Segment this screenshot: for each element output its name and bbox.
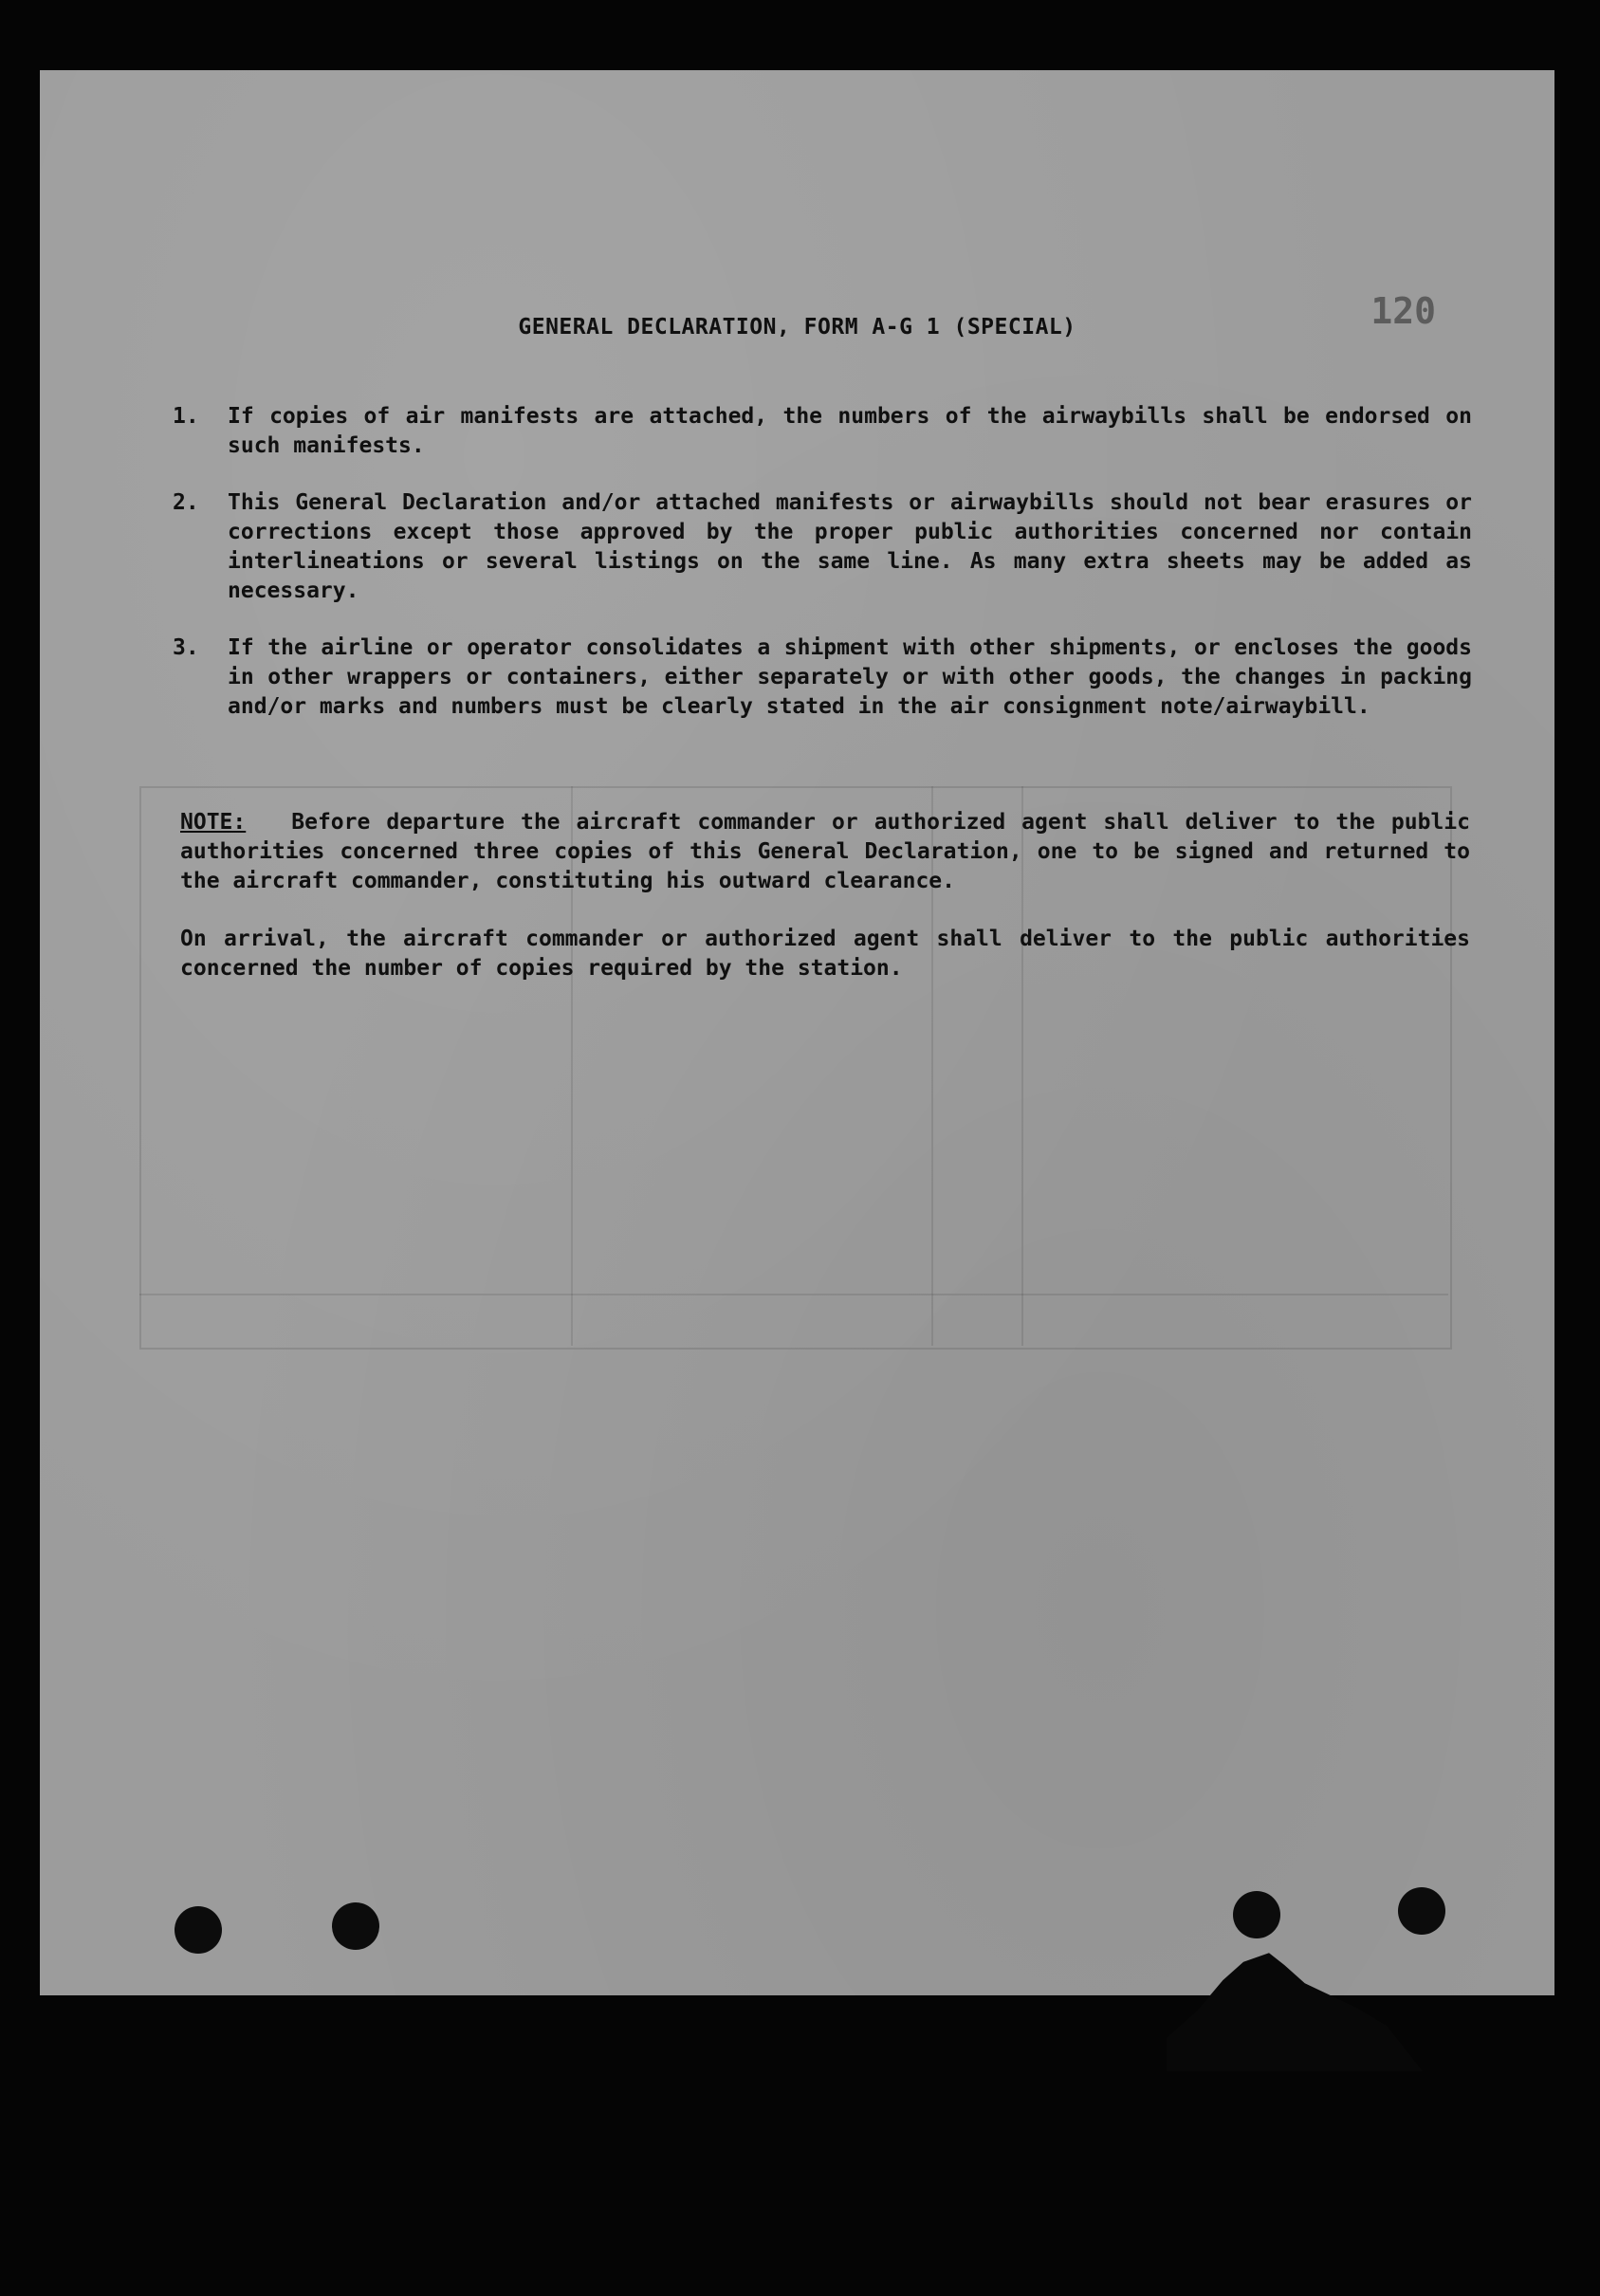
item-text: If the airline or operator consolidates a shipment with other shipments, or encloses the goods in other wrappers or containers, either separately or with other goods, the changes in packing and/or marks and numbers must be clearly stated in the air consignment note/airwaybill.	[228, 635, 1472, 719]
document-page	[40, 70, 1554, 1995]
page-title: GENERAL DECLARATION, FORM A-G 1 (SPECIAL)	[518, 315, 1076, 340]
item-text: If copies of air manifests are attached, the numbers of the airwaybills shall be endorsed on such manifests.	[228, 404, 1472, 458]
list-item	[173, 488, 1472, 606]
item-number: 3.	[173, 635, 199, 660]
note-paragraph	[180, 808, 1470, 896]
note-label: NOTE:	[180, 810, 247, 835]
item-number: 1.	[173, 404, 199, 429]
bleed-through-row-line	[139, 1294, 1448, 1295]
item-text: This General Declaration and/or attached manifests or airwaybills should not bear erasures or corrections except those approved by the proper public authorities concerned nor contain interlineations or several listings on the same line. As many extra sheets may be added as necessary.	[228, 490, 1472, 603]
punch-hole	[1398, 1887, 1445, 1935]
item-number: 2.	[173, 490, 199, 515]
note-section	[180, 808, 1470, 1012]
note-text: Before departure the aircraft commander or authorized agent shall deliver to the public authorities concerned three copies of this General Declaration, one to be signed and returned to the aircraft commander, constituting his outward clearance.	[180, 810, 1470, 893]
punch-hole	[1233, 1891, 1280, 1938]
instruction-list	[173, 402, 1472, 749]
punch-hole	[175, 1906, 222, 1954]
list-item	[173, 402, 1472, 461]
arrival-paragraph: On arrival, the aircraft commander or authorized agent shall deliver to the public authorities concerned the number of copies required by the station.	[180, 927, 1470, 981]
punch-hole	[332, 1902, 379, 1950]
torn-edge	[1167, 1919, 1423, 2071]
page-number: 120	[1370, 290, 1436, 332]
list-item	[173, 634, 1472, 722]
